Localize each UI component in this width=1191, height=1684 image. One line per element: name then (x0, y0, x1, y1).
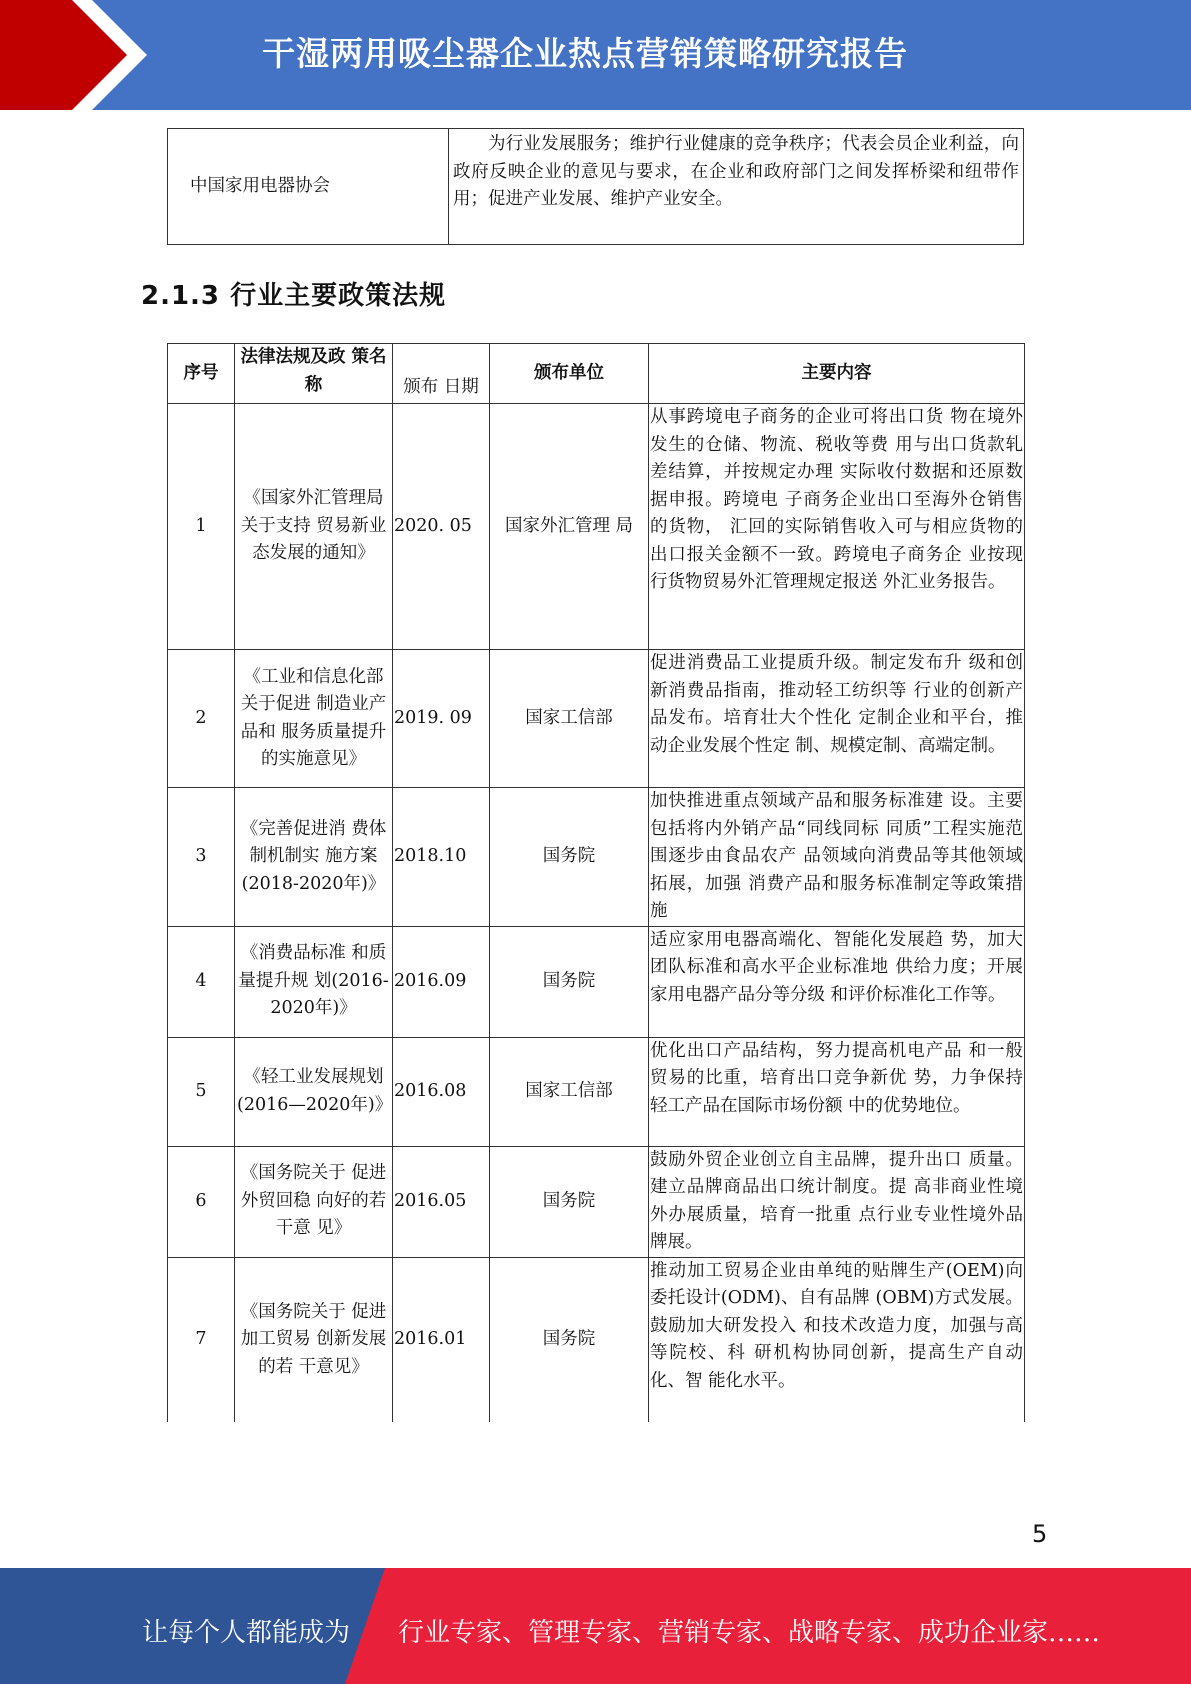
row-date: 2016.05 (393, 1146, 490, 1257)
row-date: 2016.09 (393, 926, 490, 1037)
row-org: 国务院 (490, 788, 649, 927)
header-content: 主要内容 (649, 344, 1025, 404)
row-name: 《消费品标准 和质量提升规 划(2016-2020年)》 (235, 926, 393, 1037)
section-heading: 2.1.3 行业主要政策法规 (141, 281, 447, 311)
row-org: 国家工信部 (490, 1037, 649, 1146)
row-no: 5 (168, 1037, 235, 1146)
footer-slogan-left: 让每个人都能成为 (142, 1618, 351, 1648)
association-description: 为行业发展服务；维护行业健康的竞争秩序；代表会员企业利益，向政府反映企业的意见与要求，在企业和政府部门之间发挥桥梁和纽带作用；促进产业发展、维护产业安全。 (449, 129, 1024, 245)
row-date: 2016.08 (393, 1037, 490, 1146)
header-arrow-icon (0, 0, 160, 110)
table-row (168, 650, 1025, 788)
row-no: 7 (168, 1257, 235, 1422)
row-date: 2020. 05 (393, 404, 490, 650)
footer-banner (0, 1568, 1191, 1684)
row-no: 3 (168, 788, 235, 927)
row-date: 2016.01 (393, 1257, 490, 1422)
row-content: 优化出口产品结构，努力提高机电产品 和一般贸易的比重，培育出口竞争新优 势，力争保持轻工产品在国际市场份额 中的优势地位。 (649, 1037, 1025, 1146)
table-header-row (168, 344, 1025, 404)
row-content: 鼓励外贸企业创立自主品牌，提升出口 质量。建立品牌商品出口统计制度。提 高非商业性境外办展质量，培育一批重 点行业专业性境外品牌展。 (649, 1146, 1025, 1257)
policy-table (167, 343, 1025, 1422)
table-row (168, 926, 1025, 1037)
row-no: 2 (168, 650, 235, 788)
header-banner (0, 0, 1191, 110)
document-title: 干湿两用吸尘器企业热点营销策略研究报告 (262, 34, 908, 73)
row-name: 《国务院关于 促进加工贸易 创新发展的若 干意见》 (235, 1257, 393, 1422)
row-content: 加快推进重点领域产品和服务标准建 设。主要包括将内外销产品“同线同标 同质”工程实施范围逐步由食品农产 品领域向消费品等其他领域拓展，加强 消费产品和服务标准制定等政策措施 (649, 788, 1025, 927)
row-org: 国家工信部 (490, 650, 649, 788)
row-date: 2018.10 (393, 788, 490, 927)
header-name: 法律法规及政 策名称 (235, 344, 393, 404)
footer-slogan-right: 行业专家、管理专家、营销专家、战略专家、成功企业家…… (398, 1618, 1101, 1648)
row-date: 2019. 09 (393, 650, 490, 788)
row-name: 《完善促进消 费体制机制实 施方案(2018-2020年)》 (235, 788, 393, 927)
row-name: 《轻工业发展规划(2016—2020年)》 (235, 1037, 393, 1146)
table-row (168, 404, 1025, 650)
row-name: 《国务院关于 促进外贸回稳 向好的若干意 见》 (235, 1146, 393, 1257)
table-row (168, 788, 1025, 927)
row-content: 推动加工贸易企业由单纯的贴牌生产(OEM)向委托设计(ODM)、自有品牌 (OBM)方式发展。鼓励加大研发投入 和技术改造力度，加强与高等院校、科 研机构协同创新，提高生产自动化、智 能化水平。 (649, 1257, 1025, 1422)
header-org: 颁布单位 (490, 344, 649, 404)
row-name: 《国家外汇管理局关于支持 贸易新业态发展的通知》 (235, 404, 393, 650)
table-row (168, 1146, 1025, 1257)
table-row (168, 1257, 1025, 1422)
row-content: 从事跨境电子商务的企业可将出口货 物在境外发生的仓储、物流、税收等费 用与出口货款轧差结算，并按规定办理 实际收付数据和还原数据申报。跨境电 子商务企业出口至海外仓销售的货物， 汇回的实际销售收入可与相应货物的 出口报关金额不一致。跨境电子商务企 业按现行货物贸易外汇管理规定报送 外汇业务报告。 (649, 404, 1025, 650)
row-content: 促进消费品工业提质升级。制定发布升 级和创新消费品指南，推动轻工纺织等 行业的创新产品发布。培育壮大个性化 定制企业和平台，推动企业发展个性定 制、规模定制、高端定制。 (649, 650, 1025, 788)
row-no: 1 (168, 404, 235, 650)
table-row (168, 1037, 1025, 1146)
row-org: 国务院 (490, 1257, 649, 1422)
row-name: 《工业和信息化部关于促进 制造业产品和 服务质量提升 的实施意见》 (235, 650, 393, 788)
header-no: 序号 (168, 344, 235, 404)
row-no: 4 (168, 926, 235, 1037)
page-number: 5 (1032, 1520, 1048, 1548)
row-org: 国务院 (490, 926, 649, 1037)
row-org: 国务院 (490, 1146, 649, 1257)
association-table (167, 128, 1024, 245)
row-no: 6 (168, 1146, 235, 1257)
table-row (168, 129, 1024, 245)
row-org: 国家外汇管理 局 (490, 404, 649, 650)
row-content: 适应家用电器高端化、智能化发展趋 势，加大团队标准和高水平企业标准地 供给力度；开展家用电器产品分等分级 和评价标准化工作等。 (649, 926, 1025, 1037)
header-date: 颁布 日期 (393, 344, 490, 404)
association-name: 中国家用电器协会 (168, 129, 449, 245)
